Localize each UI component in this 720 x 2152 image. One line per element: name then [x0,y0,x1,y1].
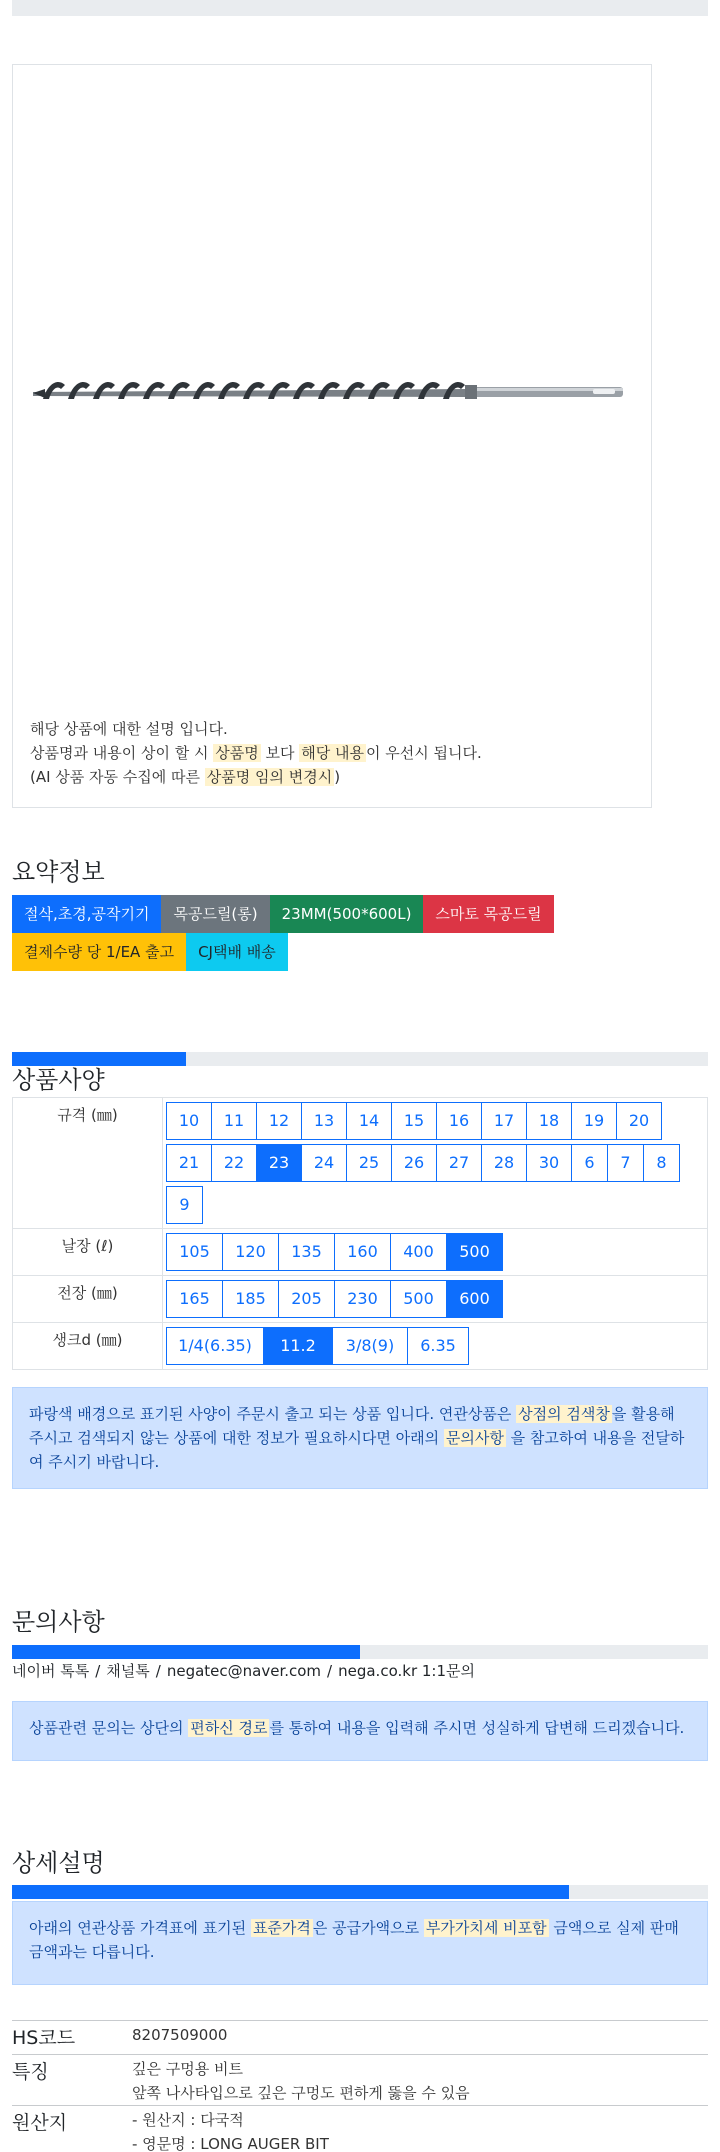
spec-option-selected[interactable]: 500 [446,1233,503,1271]
spec-option[interactable]: 3/8(9) [332,1327,408,1365]
option-line [166,1186,707,1224]
highlight-text: 부가가치세 비포함 [425,1919,547,1937]
spec-label: 날장 (ℓ) [13,1229,163,1276]
info-row [12,2106,708,2152]
spec-option[interactable]: 19 [571,1102,617,1140]
contact-link[interactable]: 네이버 톡톡 [12,1662,90,1680]
spec-option[interactable]: 15 [391,1102,437,1140]
separator: / [95,1662,101,1680]
spec-option[interactable]: 400 [390,1233,447,1271]
spec-option[interactable]: 6.35 [407,1327,469,1365]
spec-option[interactable]: 26 [391,1144,437,1182]
contact-link[interactable]: nega.co.kr 1:1문의 [338,1662,475,1680]
detail-notice [12,1901,708,1985]
text-segment: 을 참고하여 내용을 전달하여 주시기 바랍니다. [29,1429,685,1471]
top-bar [12,0,708,16]
badge-row [12,933,652,971]
summary-badges [12,895,652,971]
inquiry-notice [12,1701,708,1761]
text-segment: 상품관련 문의는 상단의 [29,1719,189,1737]
text-segment: 파랑색 배경으로 표기된 사양이 주문시 출고 되는 상품 입니다. 연관상품은 [29,1405,517,1423]
spec-option[interactable]: 16 [436,1102,482,1140]
option-line [166,1327,707,1365]
summary-badge: 스마토 목공드릴 [423,895,553,933]
contact-link[interactable]: negatec@naver.com [166,1662,322,1680]
summary-badge: 절삭,초경,공작기기 [12,895,161,933]
spec-option[interactable]: 21 [166,1144,212,1182]
product-image-box [12,64,652,808]
spec-option[interactable]: 13 [301,1102,347,1140]
text-segment: 해당 상품에 대한 설명 입니다. [30,720,228,738]
spec-options [163,1229,708,1276]
spec-option-selected[interactable]: 600 [446,1280,503,1318]
spec-option[interactable]: 120 [222,1233,279,1271]
info-value-line: - 영문명 : LONG AUGER BIT [132,2135,329,2152]
inquiry-progress-bar [12,1645,708,1659]
spec-option-selected[interactable]: 11.2 [263,1327,333,1365]
spec-label: 전장 (㎜) [13,1276,163,1323]
highlight-text: 상품명 임의 변경시 [206,768,333,786]
spec-option-selected[interactable]: 23 [256,1144,302,1182]
info-row [12,2055,708,2106]
text-segment: 은 공급가액으로 [312,1919,424,1937]
spec-option[interactable]: 230 [334,1280,391,1318]
info-value-line: - 원산지 : 다국적 [132,2111,244,2129]
spec-option[interactable]: 165 [166,1280,223,1318]
badge-row [12,895,652,933]
spec-row [13,1098,708,1229]
spec-option[interactable]: 20 [616,1102,662,1140]
spec-option[interactable]: 9 [166,1186,203,1224]
spec-label: 생크d (㎜) [13,1323,163,1370]
spec-option[interactable]: 25 [346,1144,392,1182]
spec-table [12,1097,708,1370]
spec-option[interactable]: 160 [334,1233,391,1271]
spec-options [163,1098,708,1229]
text-segment: ) [334,768,341,786]
text-segment: (AI 상품 자동 수집에 따른 [30,768,205,786]
description-line [30,717,482,741]
detail-title: 상세설명 [12,1849,105,1877]
spec-notice [12,1387,708,1489]
info-value [132,2055,708,2106]
spec-option[interactable]: 30 [526,1144,572,1182]
contact-link[interactable]: 채널톡 [106,1662,150,1680]
spec-option[interactable]: 185 [222,1280,279,1318]
spec-options [163,1276,708,1323]
text-segment: 을 활용해 주시고 검색되지 않는 상품에 대한 정보가 필요하시다면 아래의 [29,1405,675,1447]
spec-option[interactable]: 24 [301,1144,347,1182]
option-line [166,1280,707,1318]
spec-option[interactable]: 7 [607,1144,644,1182]
info-value-line: 앞쪽 나사타입으로 깊은 구멍도 편하게 뚫을 수 있음 [132,2084,470,2102]
info-value [132,2106,708,2152]
summary-badge: CJ택배 배송 [186,933,288,971]
spec-option[interactable]: 10 [166,1102,212,1140]
spec-option[interactable]: 205 [278,1280,335,1318]
highlight-text: 문의사항 [445,1429,504,1447]
summary-badge: 23MM(500*600L) [270,895,424,933]
text-segment: 아래의 연관상품 가격표에 표기된 [29,1919,251,1937]
highlight-text: 표준가격 [252,1919,311,1937]
info-label: HS코드 [12,2021,132,2055]
product-description [30,717,482,789]
spec-label: 규격 (㎜) [13,1098,163,1229]
spec-options [163,1323,708,1370]
spec-option[interactable]: 11 [211,1102,257,1140]
summary-title: 요약정보 [12,858,105,886]
text-segment: 보다 [260,744,300,762]
highlight-text: 해당 내용 [301,744,364,762]
info-value-line: 8207509000 [132,2026,228,2044]
spec-option[interactable]: 18 [526,1102,572,1140]
info-label: 원산지 [12,2106,132,2152]
highlight-text: 상품명 [215,744,259,762]
text-segment: 를 통하여 내용을 입력해 주시면 성실하게 답변해 드리겠습니다. [269,1719,685,1737]
description-line [30,765,482,789]
spec-option[interactable]: 8 [643,1144,680,1182]
info-row [12,2021,708,2055]
detail-info-table [12,2020,708,2152]
spec-option[interactable]: 500 [390,1280,447,1318]
spec-option[interactable]: 135 [278,1233,335,1271]
spec-row [13,1323,708,1370]
option-line [166,1233,707,1271]
info-value-line: 깊은 구멍용 비트 [132,2060,243,2078]
spec-option[interactable]: 1/4(6.35) [166,1327,264,1365]
spec-option[interactable]: 22 [211,1144,257,1182]
spec-progress-bar [12,1052,708,1066]
description-line [30,741,482,765]
spec-option[interactable]: 14 [346,1102,392,1140]
separator: / [155,1662,161,1680]
spec-option[interactable]: 28 [481,1144,527,1182]
spec-title: 상품사양 [12,1066,105,1094]
summary-badge: 목공드릴(롱) [161,895,269,933]
spec-option[interactable]: 105 [166,1233,223,1271]
spec-row [13,1229,708,1276]
summary-badge: 결제수량 당 1/EA 출고 [12,933,186,971]
option-line [166,1144,707,1182]
spec-option[interactable]: 6 [571,1144,608,1182]
spec-option[interactable]: 12 [256,1102,302,1140]
option-line [166,1102,707,1140]
text-segment: 상품명과 내용이 상이 할 시 [30,744,214,762]
spec-row [13,1276,708,1323]
spec-option[interactable]: 17 [481,1102,527,1140]
contact-channels [12,1660,475,1681]
detail-progress-bar [12,1885,708,1899]
auger-bit-image [33,365,643,425]
separator: / [327,1662,333,1680]
info-value [132,2021,708,2055]
text-segment: 이 우선시 됩니다. [365,744,482,762]
spec-option[interactable]: 27 [436,1144,482,1182]
highlight-text: 편하신 경로 [190,1719,268,1737]
info-label: 특징 [12,2055,132,2106]
text-segment: 금액으로 실제 판매금액과는 다릅니다. [29,1919,679,1961]
highlight-text: 상점의 검색창 [518,1405,610,1423]
inquiry-title: 문의사항 [12,1608,105,1636]
